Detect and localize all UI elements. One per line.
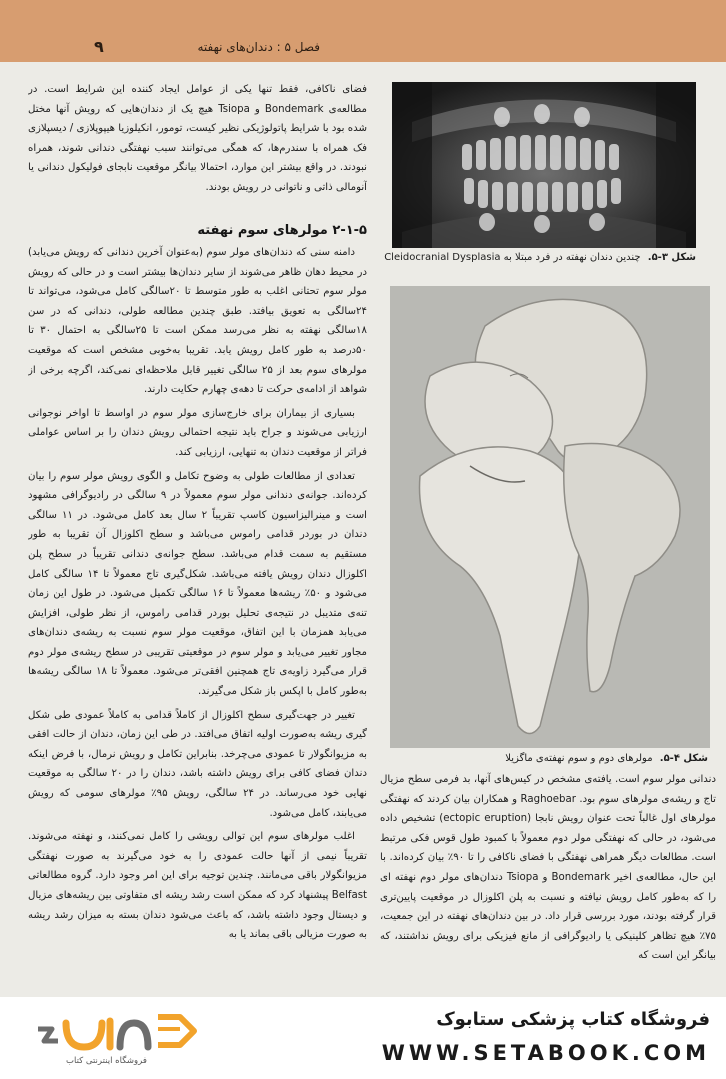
body-paragraph: دامنه سنی که دندان‌های مولر سوم (به‌عنوان آخرین دندانی که رویش می‌یابد) در محیط دهان ظاهر می‌شوند از سایر دندان‌ها بیشتر است و در حالی که رویش مولر سوم تحتانی اغلب به طور متوسط تا ۲۰سالگی کامل می‌شود، می‌تواند تا ۲۴سالگی به تعویق بیافتد. طبق چندین مطالعه طولی، دندانی که در سن ۱۸سالگی نهفته به نظر می‌رسد ممکن است تا ۲۵سالگی به احتمال ۳۰ تا ۵۰درصد به طور کامل رویش یابد. تقریبا به‌خوبی مشخص است که موقعیت مولرهای سوم بعد از ۲۵ سالگی تغییر قابل ملاحظه‌ای نمی‌کند، اگرچه برخی از شواهد از ادامه‌ی حرکت تا دهه‌ی چهارم حکایت دارند. <box>28 247 367 396</box>
logo-tagline: فروشگاه اینترنتی کتاب <box>66 1056 147 1066</box>
section-heading: ۲-۱-۵ مولرهای سوم نهفته <box>197 223 367 238</box>
figure-3-caption <box>384 252 696 263</box>
extracted-molars-figure <box>390 286 710 748</box>
body-paragraph: تغییر در جهت‌گیری سطح اکلوزال از کاملاً قدامی به کاملاً عمودی طی شکل گیری ریشه به‌صورت اولیه اتفاق می‌افتد. در طی این زمان، دندان از حالت افقی به مزیوانگولار تا عمودی می‌چرخد. بنابراین تکامل و رویش نرمال، با فرض اینکه دندان فضای کافی برای رویش داشته باشد، دندان را در ۲۰ سالگی به موقعیت نهایی خود می‌رساند. در ۲۴ سالگی، رویش ۹۵٪ مولرهای سومی که رویش می‌یابند، کامل می‌شود. <box>28 709 367 819</box>
store-name: فروشگاه کتاب پزشکی ستابوک <box>436 1009 710 1030</box>
page-number: ۹ <box>94 37 104 56</box>
figure-3-label: شکل ۳-۵. <box>647 252 696 263</box>
extracted-molars-image <box>390 286 710 748</box>
left-bottom-column <box>380 770 716 997</box>
main-text-column <box>28 218 367 997</box>
radiograph-image <box>392 82 696 248</box>
body-paragraph: اغلب مولرهای سوم این توالی رویشی را کامل نمی‌کنند، و نهفته می‌شوند. تقریباً نیمی از آنها حالت عمودی را به خود می‌گیرند به صورت نهفتگی مزیوانگولار باقی می‌مانند. چندین توجیه برای این امر وجود دارد. گروه مطالعاتی Belfast پیشنهاد کرد که ممکن است رشد ریشه ای متفاوتی بین ریشه‌های مزیال و دیستال وجود داشته باشد، که باعث می‌شود دندان بسته به میزان رشد ریشه به صورت مزیالی باقی بماند یا به <box>28 831 367 941</box>
figure-3-caption-text: چندین دندان نهفته در فرد مبتلا به <box>503 252 641 263</box>
chapter-header-bar <box>0 0 726 62</box>
store-banner <box>0 997 726 1079</box>
panoramic-radiograph-figure <box>392 82 696 248</box>
body-paragraph: بسیاری از بیماران برای خارج‌سازی مولر سوم در اواسط تا اواخر نوجوانی ارزیابی می‌شوند و جراح باید نتیجه احتمالی رویش دندان را بر اساس عواملی فراتر از موقعیت دندان به تنهایی، ارزیابی کند. <box>28 407 367 458</box>
figure-4-label: شکل ۴-۵. <box>659 753 708 764</box>
intro-paragraph: فضای ناکافی، فقط تنها یکی از عوامل ایجاد کننده این شرایط است. در مطالعه‌ی Bondemark و Tsiopa هیچ یک از دندان‌هایی که رویش آنها مختل شده بود با شرایط پاتولوژیکی نظیر کیست، تومور، انکیلوزیا هیپوپلازی / دیسپلازی فک همراه با سندرم‌ها، که همگی می‌توانند سبب نهفتگی دندانی شوند، همراه نبودند. در واقع بیشتر این موارد، احتمالا بیانگر موقعیت نابجای فولیکول دندانی یا آنومالی ذاتی و ناتوانی در رویش بودند. <box>28 84 367 193</box>
chapter-title: فصل ۵ : دندان‌های نهفته <box>197 40 320 54</box>
left-bottom-paragraph: دندانی مولر سوم است. یافته‌ی مشخص در کیس‌های آنها، بد فرمی سطح مزیال تاج و ریشه‌ی مولرهای سوم بود. Raghoebar و همکاران بیان کردند که نهفتگی مولرهای اول غالباً تحت عنوان رویش نابجا (ectopic eruption) تشخیص داده می‌شود، در حالی که نهفتگی مولر دوم معمولاً با کمبود طول قوس فکی مرتبط است. مطالعات دیگر همراهی نهفتگی با فضای ناکافی را تا ۹۰٪ بیان کرده‌اند. با این حال، مطالعه‌ی اخیر Bondemark و Tsiopa دندان‌های مولر دوم نهفته ای را که به‌طور کامل رویش نیافته و نسبت به پلن اکلوزال در موقعیت پایین‌تری قرار گرفته بودند، مورد بررسی قرار داد. در بین دندان‌های نهفته در این جمعیت، ۷۵٪ هیچ تظاهر کلینیکی یا رادیوگرافی از مانع فیزیکی برای رویش نداشتند، که بیانگر این است که <box>380 774 716 962</box>
figure-4-caption <box>505 753 708 764</box>
store-url[interactable]: WWW.SETABOOK.COM <box>381 1041 710 1065</box>
figure-3-caption-latin: Cleidocranial Dysplasia <box>384 252 501 263</box>
body-paragraph: تعدادی از مطالعات طولی به وضوح تکامل و الگوی رویش مولر سوم را بیان کرده‌اند. جوانه‌ی دندانی مولر سوم معمولاً در ۹ سالگی در رادیوگرافی مشهود است و مینرالیزاسیون کاسپ تقریباً ۲ سال بعد کامل می‌شود. در ۱۱ سالگی دندان در بوردر قدامی راموس می‌باشد و سطح اکلوزال آن تقریبا به طور مستقیم به سمت قدام می‌باشد. سطح جوانه‌ی دندانی تقریباً در سطح پلن اکلوزال دندان رویش یافته می‌باشد. شکل‌گیری تاج معمولاً تا ۱۴ سالگی کامل می‌شود و ۵۰٪ ریشه‌ها معمولاً تا ۱۶ سالگی تکمیل می‌شود. در طول این زمان تنه‌ی متدیبل در نتیجه‌ی تحلیل بوردر قدامی راموس، از نظر طولی، افزایش می‌یابد همزمان با این اتفاق، موقعیت مولر سوم نسبت به ریشه‌ی دندان‌های مجاور تغییر می‌یابد و مولر سوم در موقعیتی تقریبی در سطح ریشه‌ی مولر دوم قرار می‌گیرد زاویه‌ی تاج همچنین افقی‌تر می‌شود. معمولاً تا ۱۸ سالگی ریشه‌ها به‌طور کامل با اپکس باز شکل می‌گیرند. <box>28 470 367 698</box>
intro-column <box>28 80 367 222</box>
figure-4-caption-text: مولرهای دوم و سوم نهفته‌ی ماگزیلا <box>505 753 653 764</box>
